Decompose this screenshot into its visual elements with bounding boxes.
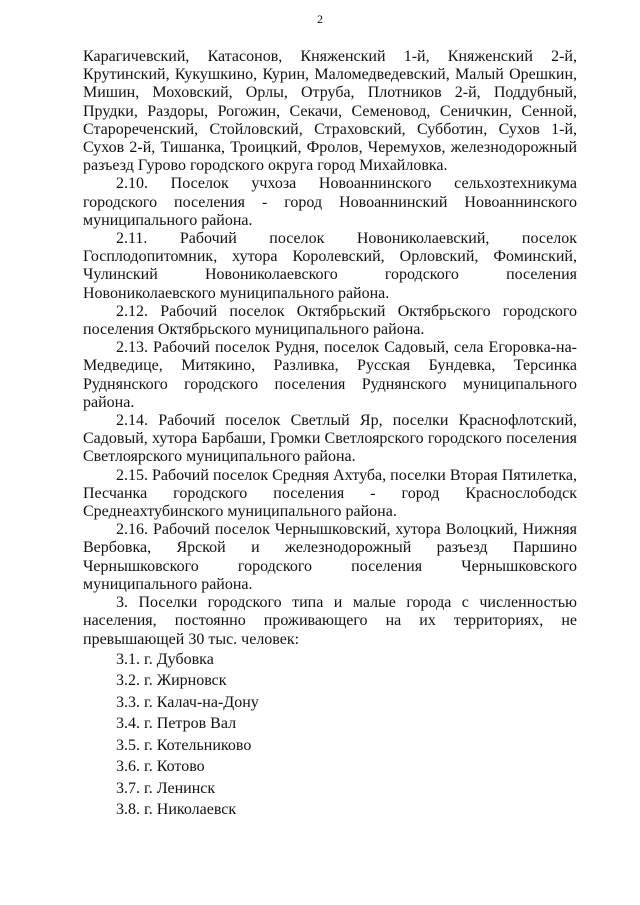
list-item: 3.6. г. Котово (116, 758, 205, 776)
list-item: 3.1. г. Дубовка (116, 650, 214, 668)
paragraph-2-10: 2.10. Поселок учхоза Новоаннинского сельхозтехникума городского поселения - город Новоаннинский Новоаннинского муниципального района. (83, 175, 577, 229)
paragraph-2-13: 2.13. Рабочий поселок Рудня, поселок Садовый, села Егоровка-на-Медведице, Митякино, Разливка, Русская Бундевка, Терсинка Руднянского городского поселения Руднянского муниципального района. (83, 339, 577, 411)
paragraph-2-16: 2.16. Рабочий поселок Чернышковский, хутора Волоцкий, Нижняя Вербовка, Ярской и железнодорожный разъезд Паршино Чернышковского городского поселения Чернышковского муниципального района. (83, 521, 577, 593)
paragraph-continuation: Карагичевский, Катасонов, Княженский 1-й, Княженский 2-й, Крутинский, Кукушкино, Курин, Маломедведевский, Малый Орешкин, Мишин, Моховский, Орлы, Отруба, Плотников 2-й, Поддубный, Прудки, Раздоры, Рогожин, Секачи, Семеновод, Сеничкин, Сенной, Старореченский, Стойловский, Страховский, Субботин, Сухов 1-й, Сухов 2-й, Тишанка, Троицкий, Фролов, Черемухов, железнодорожный разъезд Гурово городского округа город Михайловка. (83, 48, 577, 175)
paragraph-3: 3. Поселки городского типа и малые города с численностью населения, постоянно проживающего на их территориях, не превышающей 30 тыс. человек: (83, 594, 577, 648)
list-item: 3.7. г. Ленинск (116, 779, 216, 797)
list-item: 3.8. г. Николаевск (116, 801, 237, 819)
document-body (83, 48, 577, 821)
page-number: 2 (317, 12, 323, 26)
list-item: 3.5. г. Котельниково (116, 736, 252, 754)
city-list (83, 649, 577, 821)
list-item: 3.3. г. Калач-на-Дону (116, 693, 259, 711)
list-item: 3.4. г. Петров Вал (116, 715, 237, 733)
paragraph-2-15: 2.15. Рабочий поселок Средняя Ахтуба, поселки Вторая Пятилетка, Песчанка городского поселения - город Краснослободск Среднеахтубинского муниципального района. (83, 466, 577, 521)
list-item: 3.2. г. Жирновск (116, 672, 227, 690)
paragraph-2-11: 2.11. Рабочий поселок Новониколаевский, поселок Госплодопитомник, хутора Королевский, Орловский, Фоминский, Чулинский Новониколаевского городского поселения Новониколаевского муниципального района. (83, 230, 577, 302)
paragraph-2-12: 2.12. Рабочий поселок Октябрьский Октябрьского городского поселения Октябрьского муниципального района. (83, 302, 577, 339)
paragraph-2-14: 2.14. Рабочий поселок Светлый Яр, поселки Краснофлотский, Садовый, хутора Барбаши, Громки Светлоярского городского поселения Светлоярского муниципального района. (83, 412, 577, 466)
